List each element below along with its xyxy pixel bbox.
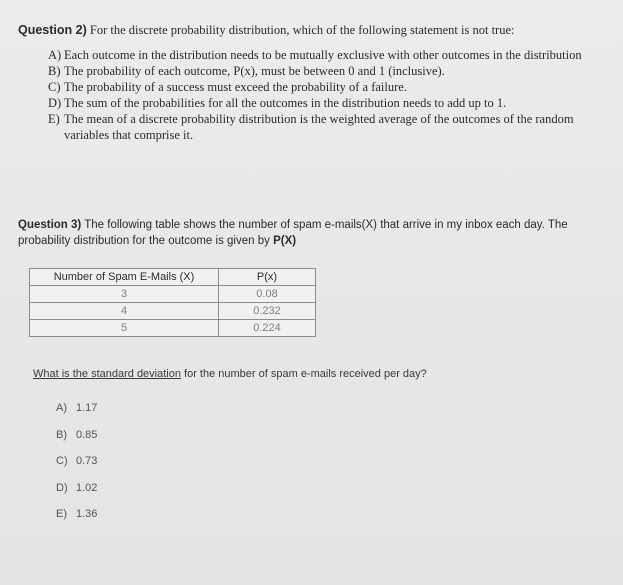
question-3-option-e[interactable] <box>56 506 97 533</box>
option-letter: A) <box>48 48 62 62</box>
option-letter: E) <box>56 508 67 521</box>
question-3-intro-px: P(X) <box>273 235 297 247</box>
question-3-option-a[interactable] <box>56 400 97 427</box>
option-letter: B) <box>48 64 61 78</box>
question-3-option-c[interactable] <box>56 453 97 480</box>
option-text: 0.85 <box>76 428 98 441</box>
question-3-question-rest: for the number of spam e-mails received per day? <box>180 368 427 380</box>
option-text: The mean of a discrete probability distribution is the weighted average of the outcomes of the random variables that comprise it. <box>64 112 574 142</box>
option-letter: D) <box>48 96 62 110</box>
question-2-option-e[interactable] <box>48 111 613 143</box>
table-cell-px: 0.232 <box>219 303 316 320</box>
table-cell-x: 4 <box>30 303 219 320</box>
question-3-option-b[interactable] <box>56 427 97 454</box>
option-text: The sum of the probabilities for all the outcomes in the distribution needs to add up to 1. <box>64 96 507 110</box>
spam-probability-table <box>29 268 316 337</box>
table-cell-x: 3 <box>30 286 219 303</box>
option-text: 1.17 <box>76 402 98 414</box>
question-3 <box>18 217 613 249</box>
option-letter: A) <box>56 402 67 414</box>
option-letter: E) <box>48 112 60 126</box>
question-3-underlined: What is the standard deviation <box>33 368 181 380</box>
question-2-prompt: For the discrete probability distribution, which of the following statement is not true: <box>89 23 515 37</box>
question-3-intro: The following table shows the number of spam e-mails(X) that arrive in my inbox each day. The probability distribution for the outcome is given by <box>18 219 568 247</box>
option-text: 0.73 <box>76 455 98 468</box>
question-2-option-a[interactable] <box>48 47 613 63</box>
option-letter: C) <box>48 80 61 94</box>
question-2-option-c[interactable] <box>48 79 613 95</box>
question-2 <box>18 22 613 143</box>
question-2-options <box>48 47 613 143</box>
question-3-label: Question 3) <box>18 219 82 231</box>
table-header-row <box>30 269 316 286</box>
table-row <box>30 303 316 320</box>
question-3-option-d[interactable] <box>56 480 97 507</box>
option-letter: D) <box>56 481 68 494</box>
question-2-header <box>18 22 613 38</box>
option-text: The probability of each outcome, P(x), must be between 0 and 1 (inclusive). <box>64 64 445 78</box>
option-text: Each outcome in the distribution needs to be mutually exclusive with other outcomes in the distribution <box>64 48 582 62</box>
column-header-x: Number of Spam E-Mails (X) <box>30 269 219 286</box>
table-cell-x: 5 <box>30 320 219 337</box>
option-text: The probability of a success must exceed the probability of a failure. <box>64 80 407 94</box>
question-2-option-b[interactable] <box>48 63 613 79</box>
table-cell-px: 0.08 <box>219 286 316 303</box>
question-3-question <box>33 368 427 380</box>
column-header-px: P(x) <box>219 269 316 286</box>
option-text: 1.36 <box>76 508 98 521</box>
question-2-label: Question 2) <box>18 23 87 37</box>
table-cell-px: 0.224 <box>219 320 316 337</box>
option-letter: C) <box>56 455 68 468</box>
question-2-option-d[interactable] <box>48 95 613 111</box>
option-letter: B) <box>56 428 67 441</box>
table-row <box>30 286 316 303</box>
table-row <box>30 320 316 337</box>
question-3-options <box>56 400 97 533</box>
option-text: 1.02 <box>76 481 98 494</box>
